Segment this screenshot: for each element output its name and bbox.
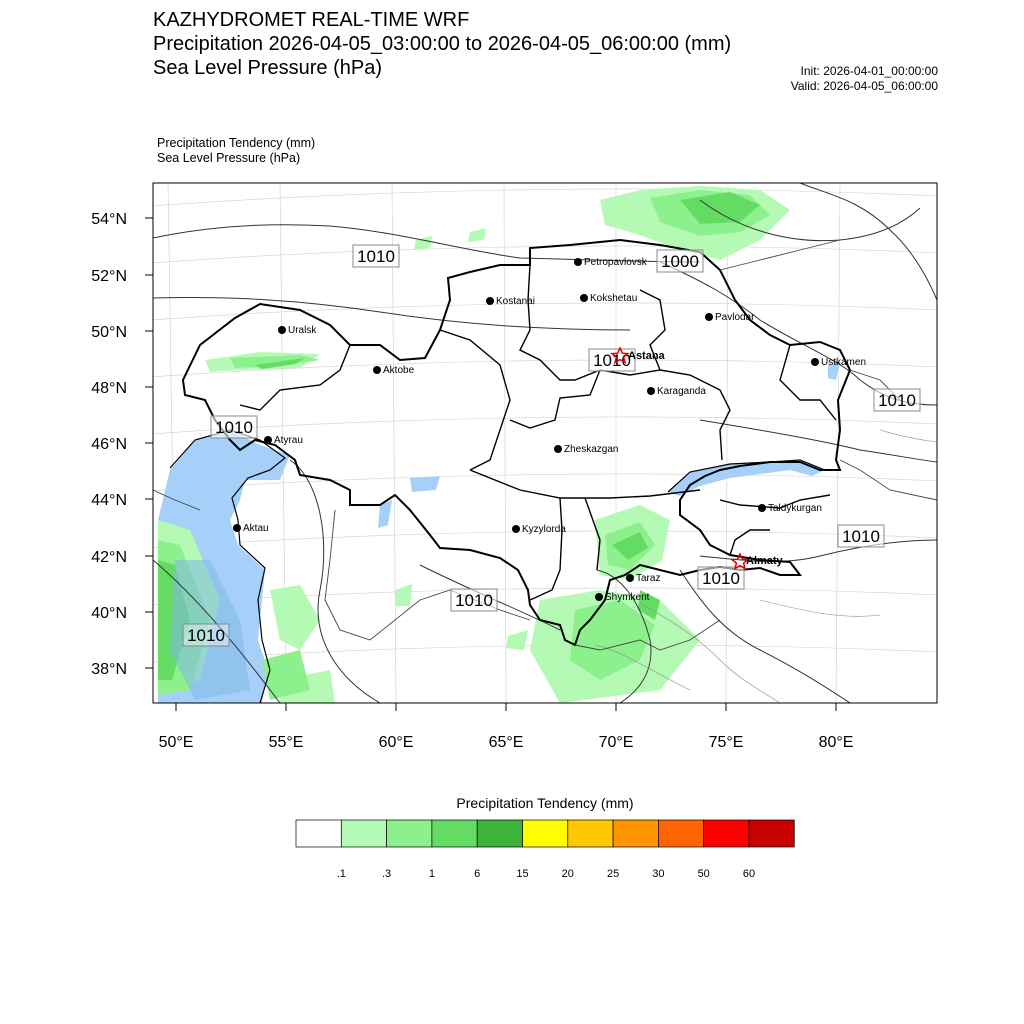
city-label: Taraz — [636, 573, 661, 584]
colorbar-swatch — [387, 820, 432, 847]
colorbar-swatch — [523, 820, 568, 847]
slp-title: Sea Level Pressure (hPa) — [153, 57, 383, 79]
lon-label: 65°E — [488, 734, 524, 751]
lat-label: 40°N — [91, 605, 127, 622]
colorbar-label: 15 — [516, 868, 529, 880]
precip-period-title: Precipitation 2026-04-05_03:00:00 to 2026-04-05_06:00:00 (mm) — [153, 33, 732, 55]
colorbar-label: 20 — [561, 868, 574, 880]
city-marker — [554, 445, 562, 453]
lat-label: 46°N — [91, 436, 127, 453]
city-marker — [512, 525, 520, 533]
colorbar-swatch — [477, 820, 522, 847]
lat-label: 38°N — [91, 661, 127, 678]
isobar-label: 1000 — [661, 252, 699, 271]
isobar-label: 1010 — [593, 351, 631, 370]
city-marker — [758, 504, 766, 512]
lon-labels — [159, 734, 854, 751]
isobar-label: 1010 — [702, 569, 740, 588]
lon-label: 50°E — [158, 734, 194, 751]
lat-label: 48°N — [91, 380, 127, 397]
city-label: Astana — [628, 350, 665, 362]
city-label: Petropavlovsk — [584, 257, 647, 268]
colorbar-label: .3 — [382, 868, 392, 880]
colorbar-swatch — [749, 820, 794, 847]
field-precip-label: Precipitation Tendency (mm) — [157, 136, 316, 150]
lat-label: 50°N — [91, 324, 127, 341]
isobar-label: 1010 — [878, 391, 916, 410]
lon-label: 55°E — [268, 734, 304, 751]
city-label: Karaganda — [657, 386, 706, 397]
city-label: Kokshetau — [590, 293, 638, 304]
lat-labels — [91, 211, 127, 678]
city-label: Pavlodar — [715, 312, 755, 323]
colorbar-labels — [337, 868, 755, 880]
colorbar-swatch — [432, 820, 477, 847]
city-marker — [373, 366, 381, 374]
init-time: Init: 2026-04-01_00:00:00 — [800, 64, 938, 78]
isobar-label: 1010 — [215, 418, 253, 437]
city-label: Ustkamen — [821, 357, 867, 368]
city-marker — [626, 574, 634, 582]
colorbar-label: 25 — [606, 868, 620, 880]
city-marker — [233, 524, 241, 532]
colorbar-label: 60 — [742, 868, 756, 880]
colorbar-swatches — [296, 820, 794, 847]
colorbar — [296, 795, 794, 880]
colorbar-label: 1 — [428, 868, 435, 880]
colorbar-swatch — [704, 820, 749, 847]
colorbar-swatch — [613, 820, 658, 847]
city-marker — [811, 358, 819, 366]
city-label: Uralsk — [288, 325, 317, 336]
city-label: Aktobe — [383, 365, 415, 376]
city-marker — [278, 326, 286, 334]
colorbar-label: 50 — [697, 868, 710, 880]
city-label: Aktau — [243, 523, 269, 534]
colorbar-swatch — [296, 820, 341, 847]
colorbar-label: 6 — [474, 868, 481, 880]
colorbar-swatch — [568, 820, 613, 847]
isobar-label: 1010 — [842, 527, 880, 546]
lon-label: 60°E — [378, 734, 414, 751]
isobar-label: 1010 — [187, 626, 225, 645]
city-label: Kostanai — [496, 296, 535, 307]
colorbar-swatch — [658, 820, 703, 847]
lon-label: 80°E — [818, 734, 854, 751]
city-marker — [486, 297, 494, 305]
colorbar-swatch — [341, 820, 386, 847]
colorbar-label: 30 — [652, 868, 665, 880]
city-marker — [580, 294, 588, 302]
isobar-label: 1010 — [357, 247, 395, 266]
city-marker — [595, 593, 603, 601]
title: KAZHYDROMET REAL-TIME WRF — [153, 9, 470, 31]
city-marker — [574, 258, 582, 266]
city-label: Almaty — [746, 555, 783, 567]
city-label: Shymkent — [605, 592, 650, 603]
lat-label: 44°N — [91, 492, 127, 509]
valid-time: Valid: 2026-04-05_06:00:00 — [790, 79, 938, 93]
field-slp-label: Sea Level Pressure (hPa) — [157, 151, 301, 165]
city-label: Zheskazgan — [564, 444, 619, 455]
lat-label: 52°N — [91, 268, 127, 285]
city-marker — [264, 436, 272, 444]
lat-label: 54°N — [91, 211, 127, 228]
lon-label: 75°E — [708, 734, 744, 751]
city-label: Kyzylorda — [522, 524, 566, 535]
city-label: Taldykurgan — [768, 503, 822, 514]
colorbar-label: .1 — [336, 868, 346, 880]
lon-label: 70°E — [598, 734, 634, 751]
city-label: Atyrau — [274, 435, 303, 446]
city-marker — [647, 387, 655, 395]
lat-label: 42°N — [91, 549, 127, 566]
isobar-label: 1010 — [455, 591, 493, 610]
city-marker — [705, 313, 713, 321]
colorbar-title: Precipitation Tendency (mm) — [456, 795, 634, 811]
cities — [233, 257, 866, 603]
